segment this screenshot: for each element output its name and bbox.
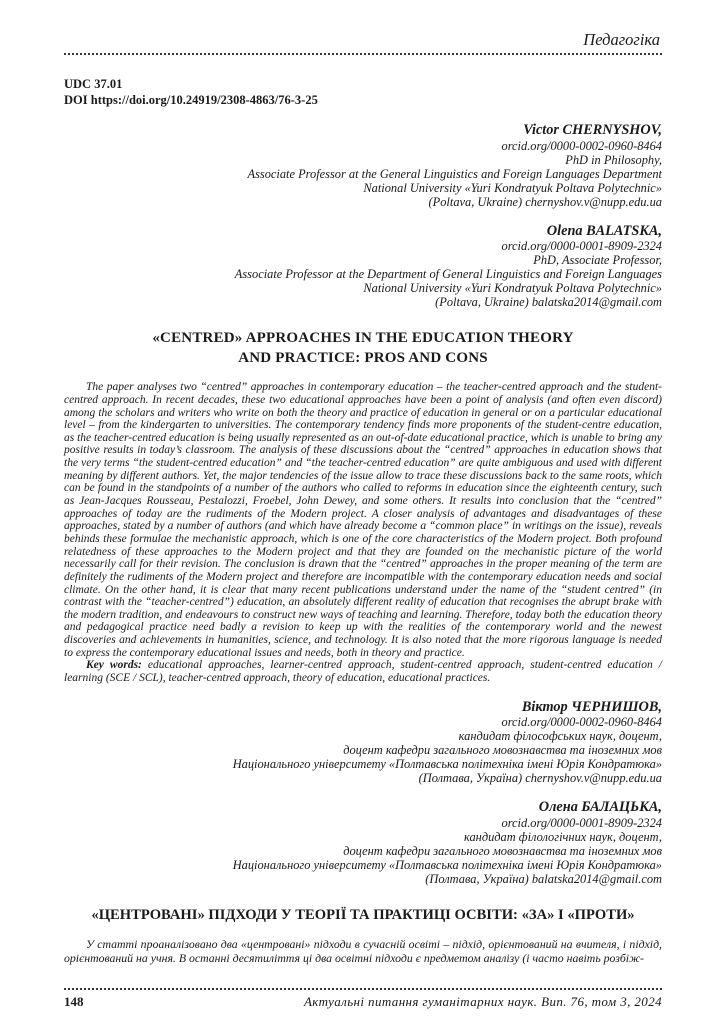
abstract-en: [64, 381, 662, 684]
author-orcid: orcid.org/0000-0002-0960-8464: [501, 715, 662, 730]
author-degree: PhD in Philosophy,: [565, 152, 662, 167]
article-title-en: [64, 329, 662, 368]
abstract-uk-text: У статті проаналізовано два «центровані» підходи в сучасній освіті – підхід, орієнтований на вчителя, і підхід, орієнтований на учня. В останні десятиліття ці два освітні підходи є предметом аналізу (і часто навіть розбіж-: [64, 936, 662, 965]
article-title-en-line2: AND PRACTICE: PROS AND CONS: [238, 349, 488, 366]
page-header: [64, 30, 662, 50]
author-position: Associate Professor at the General Linguistics and Foreign Languages Department: [247, 166, 662, 181]
udc-code: UDC 37.01: [64, 77, 123, 91]
author-name: Victor CHERNYSHOV,: [523, 122, 662, 139]
author-affiliation: National University «Yuri Kondratyuk Poltava Polytechnic»: [363, 281, 662, 296]
author-name: Olena BALATSKA,: [546, 222, 662, 239]
article-title-uk: «ЦЕНТРОВАНІ» ПІДХОДИ У ТЕОРІЇ ТА ПРАКТИЦІ ОСВІТИ: «ЗА» І «ПРОТИ»: [91, 906, 635, 923]
footer-divider: [64, 988, 662, 990]
keywords-text: educational approaches, learner-centred approach, student-centred approach, student-centred education / learning (SCE / SCL), teacher-centred approach, theory of education, educational practices.: [64, 659, 662, 685]
author-affiliation: Національного університету «Полтавська політехніка імені Юрія Кондратюка»: [232, 757, 662, 772]
author-degree: PhD, Associate Professor,: [533, 253, 662, 268]
author-block-uk-1: [64, 699, 662, 786]
author-orcid: orcid.org/0000-0001-8909-2324: [501, 239, 662, 254]
section-label: Педагогіка: [583, 30, 660, 49]
author-contact: (Полтава, Україна) balatska2014@gmail.com: [425, 871, 662, 886]
page-number: 148: [64, 994, 84, 1009]
keywords-label: Key words:: [86, 659, 142, 672]
author-name: Олена БАЛАЦЬКА,: [538, 799, 662, 816]
author-block-uk-2: [64, 799, 662, 886]
author-orcid: orcid.org/0000-0001-8909-2324: [501, 815, 662, 830]
author-degree: кандидат філософських наук, доцент,: [458, 729, 662, 744]
author-position: доцент кафедри загального мовознавства та іноземних мов: [343, 743, 662, 758]
doi-link: DOI https://doi.org/10.24919/2308-4863/76-3-25: [64, 92, 318, 107]
author-affiliation: National University «Yuri Kondratyuk Poltava Polytechnic»: [363, 180, 662, 195]
author-contact: (Poltava, Ukraine) balatska2014@gmail.com: [435, 295, 662, 310]
author-block-en-2: [64, 223, 662, 310]
footer-row: [64, 994, 662, 1010]
abstract-uk: [64, 938, 662, 966]
author-name: Віктор ЧЕРНИШОВ,: [521, 698, 662, 715]
author-block-en-1: [64, 122, 662, 209]
author-contact: (Poltava, Ukraine) chernyshov.v@nupp.edu.ua: [428, 194, 662, 209]
article-title-en-line1: «CENTRED» APPROACHES IN THE EDUCATION THEORY: [152, 330, 574, 347]
journal-reference: Актуальні питання гуманітарних наук. Вип. 76, том 3, 2024: [303, 994, 662, 1009]
author-orcid: orcid.org/0000-0002-0960-8464: [501, 138, 662, 153]
page-footer: [64, 985, 662, 1010]
keywords-paragraph: [64, 659, 662, 684]
author-degree: кандидат філологічних наук, доцент,: [464, 829, 662, 844]
header-divider: [64, 53, 662, 55]
abstract-en-text: The paper analyses two “centred” approaches in contemporary education – the teacher-centred approach and the student-centred approach. In recent decades, these two educational approaches have been a point of analysis (and often even discord) among the scholars and writers who write on both the theory and practice of education in general or on a particular educational level – from the kindergarten to universities. The contemporary tendency finds more proponents of the student-centre education, as the teacher-centred education is being usually represented as an out-of-date educational practice, which is unable to bring any positive results in today’s classroom. The analysis of these discussions about the “centred” approaches in education shows that the very terms “the student-centred education” and “the teacher-centred education” are quite ambiguous and used with different meaning by different authors. Yet, the major tendencies of the issue allow to trace these discussions back to the same roots, which can be found in the standpoints of a number of the authors who called to reforms in education since the eighteenth century, such as Jean-Jacques Rousseau, Pestalozzi, Froebel, John Dewey, and some others. It results into conclusion that the “centred” approaches of today are the rudiments of the Modern project. A closer analysis of advantages and disadvantages of these approaches, stated by a number of authors (and which have already become a “common place” in writings on the issue), reveals behinds these formulae the mechanistic approach, which is one of the core characteristics of the Modern project. Both profound relatedness of these approaches to the Modern project and that they are founded on the mechanistic picture of the world necessarily call for their revision. The conclusion is drawn that the “centred” approaches in the proper meaning of the term are definitely the rudiments of the Modern project and therefore are incompatible with the contemporary education needs and social climate. On the other hand, it is clear that many recent publications understand under the name of the “student centred” (in contrast with the “teacher-centred”) education, an absolutely different reality of education that recognises the abrupt brake with the modern tradition, and endeavours to construct new ways of teaching and learning. Therefore, today both the education theory and pedagogical practice need badly a revision to keep up with the realities of the contemporary world and the newest discoveries and achievements in humanities, science, and technology. It is also noted that the more rigorous language is needed to express the contemporary educational issues and needs, both in theory and practice.: [64, 381, 662, 659]
article-meta: [64, 77, 662, 108]
author-contact: (Полтава, Україна) chernyshov.v@nupp.edu.ua: [418, 771, 662, 786]
author-affiliation: Національного університету «Полтавська політехніка імені Юрія Кондратюка»: [232, 857, 662, 872]
author-position: доцент кафедри загального мовознавства та іноземних мов: [343, 843, 662, 858]
author-position: Associate Professor at the Department of General Linguistics and Foreign Languages: [234, 267, 662, 282]
